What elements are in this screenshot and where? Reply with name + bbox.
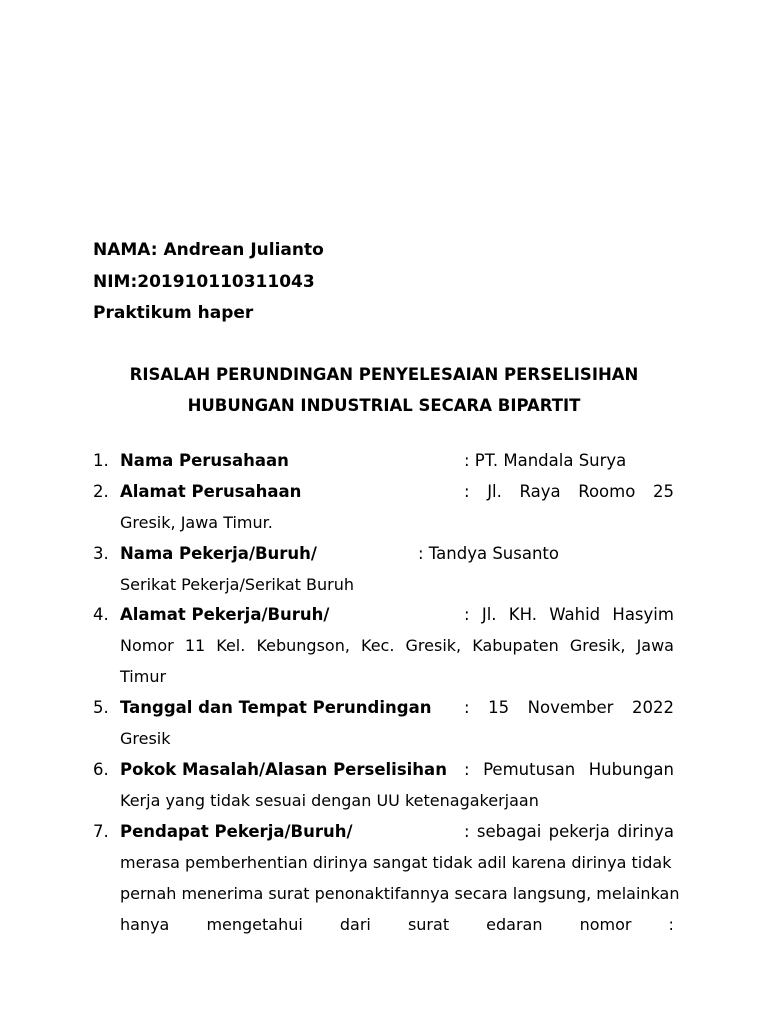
item-value-continuation: Gresik, Jawa Timur. — [120, 513, 273, 532]
value-word: : — [464, 760, 470, 779]
item-number: 4. — [93, 605, 109, 624]
value-word: Raya — [519, 482, 561, 501]
value-word: : — [464, 698, 470, 717]
value-word: edaran — [486, 915, 543, 934]
value-word: Kebungson, — [256, 636, 350, 655]
course-name: Praktikum haper — [93, 303, 254, 323]
item-value-continuation: Timur — [120, 667, 167, 686]
value-word: Wahid — [549, 605, 601, 624]
item-value-continuation: pernah menerima surat penonaktifannya secara langsung, melainkan — [120, 884, 680, 903]
value-word: 11 — [184, 636, 206, 655]
item-label: Tanggal dan Tempat Perundingan — [120, 698, 432, 717]
value-word: pekerja — [548, 822, 610, 841]
value-word: Kel. — [216, 636, 246, 655]
value-word: Hubungan — [588, 760, 674, 779]
item-number: 1. — [93, 451, 109, 470]
value-word: Pemutusan — [483, 760, 576, 779]
item-number: 5. — [93, 698, 109, 717]
value-word: Gresik, — [405, 636, 462, 655]
value-word: Roomo — [578, 482, 636, 501]
item-label: Nama Pekerja/Buruh/ — [120, 544, 317, 563]
value-word: 25 — [652, 482, 674, 501]
item-number: 3. — [93, 544, 109, 563]
value-word: nomor — [579, 915, 632, 934]
item-label: Alamat Pekerja/Buruh/ — [120, 605, 330, 624]
item-value-continuation — [120, 915, 674, 934]
item-label: Nama Perusahaan — [120, 451, 289, 470]
value-word: November — [527, 698, 614, 717]
item-label: Pendapat Pekerja/Buruh/ — [120, 822, 353, 841]
value-word: : — [464, 482, 470, 501]
value-word: Jawa — [636, 636, 674, 655]
value-word: mengetahui — [206, 915, 303, 934]
item-number: 2. — [93, 482, 109, 501]
value-word: sebagai — [476, 822, 542, 841]
document-title-line-2: HUBUNGAN INDUSTRIAL SECARA BIPARTIT — [187, 396, 581, 415]
student-nim: NIM:201910110311043 — [93, 272, 315, 292]
value-word: hanya — [120, 915, 170, 934]
value-word: Hasyim — [612, 605, 674, 624]
item-label-continuation: Serikat Pekerja/Serikat Buruh — [120, 575, 354, 594]
value-word: Jl. — [487, 482, 502, 501]
value-word: Kec. — [361, 636, 395, 655]
item-value-continuation — [120, 636, 674, 655]
item-value: : PT. Mandala Surya — [464, 451, 627, 470]
value-word: : — [464, 822, 470, 841]
value-word: KH. — [508, 605, 537, 624]
value-word: dari — [339, 915, 371, 934]
item-value — [464, 822, 674, 841]
value-word: Jl. — [481, 605, 497, 624]
value-word: dirinya — [617, 822, 674, 841]
value-word: : — [464, 605, 470, 624]
value-word: surat — [407, 915, 450, 934]
value-word: 2022 — [632, 698, 674, 717]
item-label: Alamat Perusahaan — [120, 482, 302, 501]
item-number: 7. — [93, 822, 109, 841]
value-word: : — [668, 915, 674, 934]
item-value-continuation: merasa pemberhentian dirinya sangat tidak adil karena dirinya tidak — [120, 853, 672, 872]
item-value — [464, 698, 674, 717]
value-word: 15 — [488, 698, 510, 717]
item-value — [464, 482, 674, 501]
item-value — [464, 760, 674, 779]
item-label: Pokok Masalah/Alasan Perselisihan — [120, 760, 447, 779]
value-word: Nomor — [120, 636, 174, 655]
value-word: Gresik, — [569, 636, 626, 655]
item-value-continuation: Gresik — [120, 729, 171, 748]
document-title-line-1: RISALAH PERUNDINGAN PENYELESAIAN PERSELISIHAN — [129, 365, 639, 384]
item-number: 6. — [93, 760, 109, 779]
value-word: Kabupaten — [472, 636, 559, 655]
student-name: NAMA: Andrean Julianto — [93, 240, 324, 260]
item-value: : Tandya Susanto — [418, 544, 559, 563]
item-value-continuation: Kerja yang tidak sesuai dengan UU ketenagakerjaan — [120, 791, 539, 810]
item-value — [464, 605, 674, 624]
